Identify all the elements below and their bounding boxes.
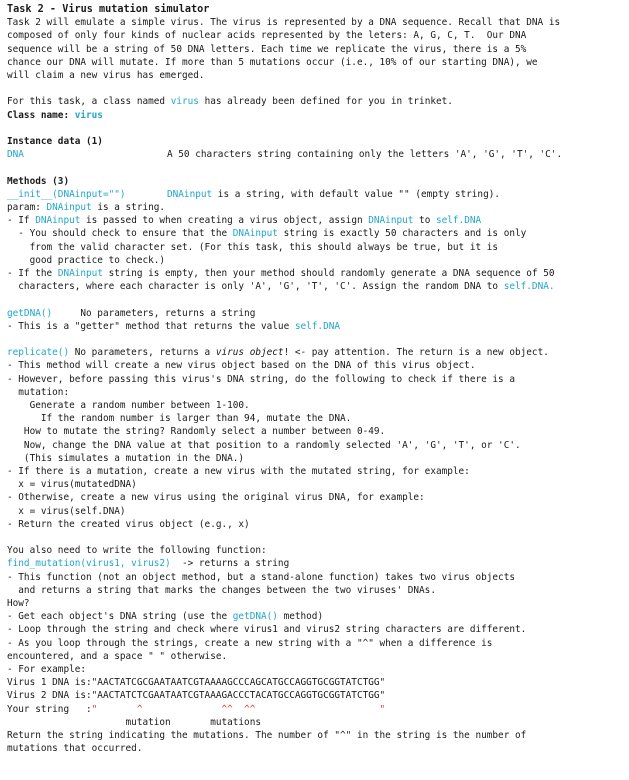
instance-heading: Instance data (1)	[7, 136, 103, 147]
function-line: encountered, and a space " " otherwise.	[7, 650, 228, 662]
class-name-value: virus	[74, 109, 103, 121]
getdna-signature-line: getDNA() No parameters, returns a string	[7, 307, 256, 319]
init-signature: __init__(DNAinput="")	[7, 188, 126, 200]
replicate-line: - However, before passing this virus's DNA string, do the following to check if there is a	[7, 373, 515, 385]
class-intro-line: For this task, a class named virus has already been defined for you in trinket.	[7, 96, 453, 108]
replicate-line: - This method will create a new virus object based on the DNA of this virus object.	[7, 360, 476, 372]
intro-line: chance our DNA will mutate. If more than 5 mutations occur (i.e., 10% of our starting DNA), we	[7, 56, 538, 68]
init-param-line: param: DNAinput is a string.	[7, 202, 166, 213]
init-bullet: - You should check to ensure that the DNAinput string is exactly 50 characters and is only	[7, 228, 527, 240]
page-title: Task 2 - Virus mutation simulator	[7, 4, 210, 15]
replicate-line: - Return the created virus object (e.g., x)	[7, 518, 250, 530]
replicate-signature-line: replicate() No parameters, returns a virus object! <- pay attention. The return is a new object.	[7, 347, 549, 359]
function-signature-line: find_mutation(virus1, virus2) -> returns a string	[7, 558, 290, 570]
init-signature-line: __init__(DNAinput="") DNAinput is a string, with default value "" (empty string).	[7, 188, 501, 200]
init-bullet: - If the DNAinput string is empty, then your method should randomly generate a DNA sequence of 50	[7, 268, 555, 280]
function-line: - As you loop through the strings, create a new string with a "^" when a difference is	[7, 637, 493, 649]
replicate-line: How to mutate the string? Randomly select a number between 0-49.	[7, 426, 386, 438]
methods-heading: Methods (3)	[7, 175, 70, 187]
function-line: - This function (not an object method, but a stand-alone function) takes two virus objects	[7, 571, 515, 583]
function-line: - For example:	[7, 664, 87, 676]
replicate-signature: replicate()	[7, 347, 70, 359]
replicate-line: If the random number is larger than 94, mutate the DNA.	[7, 413, 352, 425]
function-line: - Loop through the string and check where virus1 and virus2 string characters are different.	[7, 624, 527, 636]
function-intro: You also need to write the following function:	[7, 545, 267, 557]
init-bullet-cont: from the valid character set. (For this task, this should always be true, but it is	[7, 241, 499, 253]
init-bullet-cont: characters, where each character is only 'A', 'G', 'T', 'C'. Assign the random DNA to self.DNA.	[7, 281, 555, 293]
closing-line: mutations that occurred.	[7, 743, 143, 755]
virus2-dna-line: Virus 2 DNA is:"AACTATCTCGAATAATCGTAAAGACCCTACATGCCAGGTGCGGTATCTGG"	[7, 690, 386, 702]
getdna-signature: getDNA()	[7, 307, 53, 319]
replicate-line: Now, change the DNA value at that position to a randomly selected 'A', 'G', 'T', or 'C'.	[7, 439, 521, 451]
function-line: How?	[7, 598, 30, 610]
function-signature: find_mutation(virus1, virus2)	[7, 558, 171, 570]
class-name-line: Class name: virus	[7, 109, 103, 121]
replicate-line: (This simulates a mutation in the DNA.)	[7, 452, 245, 464]
intro-line: sequence will be a string of 50 DNA letters. Each time we replicate the virus, there is a 5%	[7, 43, 527, 55]
init-bullet: - If DNAinput is passed to when creating a virus object, assign DNAinput to self.DNA	[7, 215, 482, 227]
intro-line: composed of only four kinds of nuclear acids represented by the leters: A, G, C, T. Our DNA	[7, 30, 527, 42]
function-line: and returns a string that marks the changes between the two viruses' DNAs.	[7, 584, 436, 596]
replicate-line: - Otherwise, create a new virus using the original virus DNA, for example:	[7, 492, 425, 504]
closing-line: Return the string indicating the mutations. The number of "^" in the string is the number of	[7, 730, 527, 742]
intro-line: Task 2 will emulate a simple virus. The virus is represented by a DNA sequence. Recall that DNA is	[7, 17, 561, 29]
class-keyword: virus	[170, 96, 199, 108]
getdna-desc: - This is a "getter" method that returns the value self.DNA	[7, 320, 341, 332]
replicate-line: - If there is a mutation, create a new virus with the mutated string, for example:	[7, 466, 470, 478]
virus1-dna-line: Virus 1 DNA is:"AACTATCGCGAATAATCGTAAAAGCCCAGCATGCCAGGTGCGGTATCTGG"	[7, 677, 386, 689]
instance-name: DNA	[7, 149, 24, 161]
instance-row	[7, 148, 612, 161]
replicate-line: x = virus(mutatedDNA)	[7, 479, 137, 491]
mutation-markers: " ^ ^^ ^^ "	[91, 703, 386, 715]
your-string-line: Your string :" ^ ^^ ^^ "	[7, 703, 386, 715]
replicate-line: x = virus(self.DNA)	[7, 505, 126, 517]
replicate-line: Generate a random number between 1-100.	[7, 400, 250, 412]
instance-desc: A 50 characters string containing only the letters 'A', 'G', 'T', 'C'.	[167, 149, 563, 161]
mutation-labels: mutation mutations	[7, 716, 261, 728]
replicate-line: mutation:	[7, 386, 70, 398]
function-getdna-line: - Get each object's DNA string (use the getDNA() method)	[7, 611, 324, 623]
init-bullet-cont: good practice to check.)	[7, 254, 166, 266]
intro-line: will claim a new virus has emerged.	[7, 70, 205, 82]
